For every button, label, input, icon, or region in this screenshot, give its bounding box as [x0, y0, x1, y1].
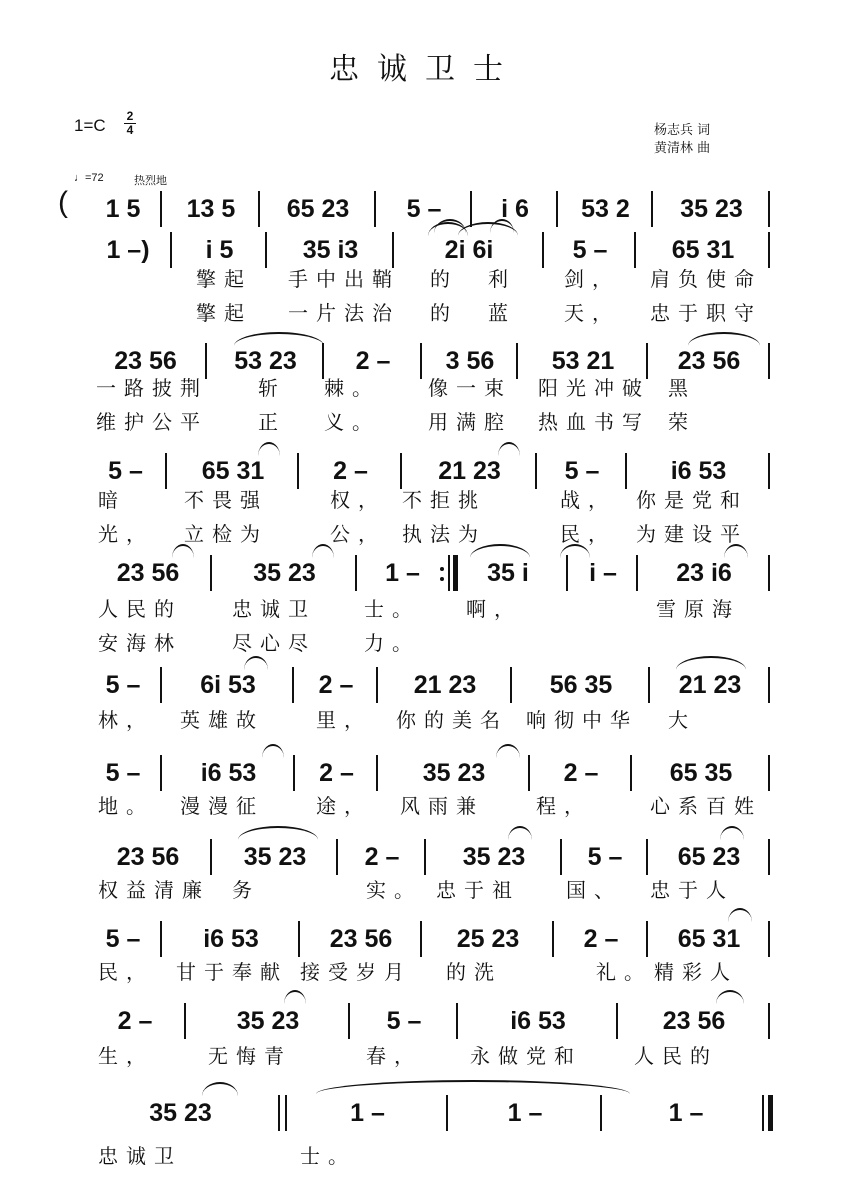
slur-tie	[202, 1082, 238, 1096]
lyric-segment: 英雄故	[180, 708, 264, 732]
lyric-segment: 剑，	[564, 267, 620, 291]
barline	[160, 667, 162, 703]
lyric-segment: 途，	[316, 794, 372, 818]
lyric-segment: 接受岁月	[300, 960, 412, 984]
lyric-segment: 像一束	[428, 376, 512, 400]
slur-tie	[262, 744, 284, 758]
slur-tie	[234, 332, 324, 346]
lyric-segment: 安海林	[98, 631, 182, 655]
score-row	[0, 918, 850, 960]
measure: 5 –	[406, 194, 442, 223]
final-barline	[762, 1095, 776, 1131]
measure: 1 –)	[106, 235, 150, 264]
barline	[768, 921, 770, 957]
intro-open-paren: (	[58, 186, 68, 219]
lyricist: 杨志兵 词	[654, 123, 711, 138]
slur-tie	[720, 826, 744, 840]
score-row	[0, 664, 850, 706]
lyric-line	[0, 627, 850, 655]
lyric-line	[0, 874, 850, 902]
measure: i 5	[205, 235, 234, 264]
lyric-segment: 永做党和	[470, 1044, 582, 1068]
barline	[446, 1095, 448, 1131]
time-signature	[124, 110, 136, 137]
lyric-line	[0, 406, 850, 434]
lyric-line	[0, 704, 850, 732]
measure: 35 23	[422, 758, 486, 787]
song-title: 忠诚卫士	[329, 52, 521, 87]
lyric-line	[0, 263, 850, 291]
score-row	[0, 836, 850, 878]
lyric-segment: 天，	[564, 301, 620, 325]
measure: 2 –	[319, 758, 354, 787]
barline	[420, 921, 422, 957]
lyric-segment: 实。	[366, 878, 422, 902]
lyric-segment: 士。	[364, 597, 420, 621]
measure: 56 35	[549, 670, 613, 699]
barline	[768, 667, 770, 703]
lyric-segment: 力。	[364, 631, 420, 655]
composer: 黄清林 曲	[654, 141, 711, 156]
measure: 21 23	[413, 670, 477, 699]
measure: 35 23	[243, 842, 307, 871]
lyric-segment: 暗	[98, 488, 126, 512]
barline	[768, 191, 770, 227]
lyric-segment: 你是党和	[636, 488, 748, 512]
barline	[278, 1095, 280, 1131]
measure: 2 –	[318, 670, 354, 699]
lyric-segment: 光，	[98, 522, 154, 546]
key-signature: 1=C	[74, 116, 106, 135]
lyric-segment: 战，	[560, 488, 616, 512]
barline	[768, 839, 770, 875]
barline	[566, 555, 568, 591]
barline	[456, 1003, 458, 1039]
measure: 53 23	[234, 346, 297, 375]
lyric-segment: 执法为	[402, 522, 486, 546]
barline	[768, 555, 770, 591]
barline	[552, 921, 554, 957]
lyric-segment: 忠诚卫	[232, 597, 316, 621]
barline	[285, 1095, 287, 1131]
lyric-segment: 忠于祖	[436, 878, 520, 902]
barline	[651, 191, 653, 227]
measure: 35 23	[236, 1006, 300, 1035]
lyric-line	[0, 1140, 850, 1168]
lyric-segment: 的	[430, 267, 458, 291]
slur-tie	[716, 990, 744, 1004]
lyric-segment: 正	[258, 410, 286, 434]
measure: 1 –	[350, 1098, 385, 1127]
lyric-line	[0, 790, 850, 818]
lyric-segment: 阳光冲破	[538, 376, 650, 400]
barline	[636, 555, 638, 591]
lyric-segment: 忠诚卫	[98, 1144, 182, 1168]
slur-tie	[508, 826, 532, 840]
measure: 5 –	[108, 456, 143, 485]
measure: 21 23	[438, 456, 501, 485]
measure: 2i 6i	[444, 235, 494, 264]
measure: 53 2	[581, 194, 630, 223]
lyric-segment: 春，	[366, 1044, 422, 1068]
slur-tie	[728, 908, 752, 922]
measure: 23 56	[329, 924, 393, 953]
measure: 25 23	[456, 924, 520, 953]
lyric-segment: 生，	[98, 1044, 154, 1068]
measure: 2 –	[355, 346, 391, 375]
lyric-segment: 大	[668, 708, 696, 732]
measure: 65 31	[671, 235, 735, 264]
barline	[160, 755, 162, 791]
lyric-segment: 一片法治	[288, 301, 400, 325]
lyric-segment: 甘于奉献	[176, 960, 288, 984]
lyric-segment: 立检为	[184, 522, 268, 546]
slur-tie	[498, 442, 520, 456]
barline	[556, 191, 558, 227]
barline	[646, 839, 648, 875]
lyric-segment: 风雨兼	[400, 794, 484, 818]
measure: 35 23	[253, 558, 316, 587]
measure: 2 –	[117, 1006, 153, 1035]
lyric-segment: 啊，	[466, 597, 522, 621]
lyric-segment: 忠于人	[650, 878, 734, 902]
slur-tie	[676, 656, 746, 670]
lyric-segment: 肩负使命	[650, 267, 762, 291]
lyric-line	[0, 956, 850, 984]
measure: 13 5	[186, 194, 236, 223]
lyric-segment: 权，	[330, 488, 386, 512]
expression-mark: 热烈地	[134, 174, 167, 187]
lyric-segment: 手中出鞘	[288, 267, 400, 291]
lyric-line	[0, 518, 850, 546]
slur-tie	[688, 332, 760, 346]
lyric-segment: 义。	[324, 410, 380, 434]
measure: 2 –	[333, 456, 368, 485]
barline	[376, 667, 378, 703]
barline	[510, 667, 512, 703]
lyric-line	[0, 484, 850, 512]
measure: 35 i	[487, 558, 529, 587]
slur-tie	[238, 826, 318, 840]
lyric-segment: 不畏强	[184, 488, 268, 512]
lyric-segment: 漫漫征	[180, 794, 264, 818]
slur-tie	[496, 744, 520, 758]
measure: 23 56	[114, 346, 177, 375]
score-row	[0, 752, 850, 794]
barline	[600, 1095, 602, 1131]
measure: 5 –	[587, 842, 623, 871]
barline	[348, 1003, 350, 1039]
lyric-segment: 人民的	[98, 597, 182, 621]
barline	[293, 755, 295, 791]
time-signature-top: 2	[126, 109, 134, 123]
credits	[654, 122, 710, 158]
measure: 5 –	[564, 456, 600, 485]
measure: i6 53	[510, 1006, 566, 1035]
measure: 65 35	[669, 758, 733, 787]
lyric-segment: 雪原海	[656, 597, 740, 621]
barline	[336, 839, 338, 875]
lyric-segment: 的洗	[446, 960, 502, 984]
measure: 6i 53	[200, 670, 256, 699]
measure: 2 –	[364, 842, 400, 871]
barline	[258, 191, 260, 227]
lyric-line	[0, 593, 850, 621]
measure: i –	[589, 558, 617, 587]
slur-tie	[284, 990, 306, 1004]
lyric-segment: 民，	[560, 522, 616, 546]
measure: i 6	[501, 194, 529, 223]
barline	[210, 839, 212, 875]
barline	[184, 1003, 186, 1039]
lyric-segment: 公，	[330, 522, 386, 546]
measure: 65 31	[201, 456, 265, 485]
measure: 1 –	[507, 1098, 543, 1127]
barline	[210, 555, 212, 591]
measure: 23 56	[677, 346, 741, 375]
lyric-segment: 为建设平	[636, 522, 748, 546]
score-row	[0, 1000, 850, 1042]
lyric-segment: 忠于职守	[650, 301, 762, 325]
measure: 5 –	[105, 758, 141, 787]
tempo-mark: ♩=72	[74, 172, 104, 184]
lyric-segment: 礼。	[596, 960, 652, 984]
barline	[424, 839, 426, 875]
measure: 21 23	[678, 670, 742, 699]
lyric-line	[0, 297, 850, 325]
measure: 1 5	[105, 194, 141, 223]
lyric-segment: 地。	[98, 794, 154, 818]
lyric-segment: 的	[430, 301, 458, 325]
lyric-segment: 蓝	[488, 301, 516, 325]
lyric-segment: 不拒挑	[402, 488, 486, 512]
barline	[616, 1003, 618, 1039]
barline	[470, 191, 472, 227]
lyric-segment: 维护公平	[96, 410, 208, 434]
measure: 23 56	[662, 1006, 726, 1035]
lyric-line	[0, 1040, 850, 1068]
lyric-segment: 利	[488, 267, 516, 291]
barline	[648, 667, 650, 703]
lyric-segment: 林，	[98, 708, 154, 732]
barline	[560, 839, 562, 875]
barline	[528, 755, 530, 791]
lyric-segment: 精彩人	[654, 960, 738, 984]
measure: 53 21	[551, 346, 615, 375]
measure: 23 56	[116, 842, 180, 871]
lyric-segment: 你的美名	[396, 708, 508, 732]
lyric-segment: 无悔青	[208, 1044, 292, 1068]
measure: 1 –	[385, 558, 420, 587]
lyric-segment: 荣	[668, 410, 696, 434]
lyric-segment: 响彻中华	[526, 708, 638, 732]
lyric-segment: 用满腔	[428, 410, 512, 434]
barline	[298, 921, 300, 957]
lyric-segment: 务	[232, 878, 260, 902]
lyric-segment: 心系百姓	[650, 794, 762, 818]
barline	[292, 667, 294, 703]
measure: 1 –	[668, 1098, 704, 1127]
measure: 65 23	[677, 842, 741, 871]
time-signature-bottom: 4	[124, 123, 136, 137]
lyric-segment: 擎起	[196, 301, 252, 325]
measure: 23 i6	[676, 558, 732, 587]
slur-tie	[316, 1080, 630, 1094]
barline	[355, 555, 357, 591]
measure: 2 –	[583, 924, 619, 953]
measure: 35 23	[149, 1098, 212, 1127]
measure: i6 53	[670, 456, 727, 485]
lyric-segment: 棘。	[324, 376, 380, 400]
lyric-segment: 程，	[536, 794, 592, 818]
barline	[160, 191, 162, 227]
slur-tie	[258, 442, 280, 456]
barline	[160, 921, 162, 957]
lyric-segment: 国、	[566, 878, 622, 902]
measure: 65 23	[286, 194, 350, 223]
lyric-segment: 斩	[258, 376, 286, 400]
lyric-segment: 里，	[316, 708, 372, 732]
measure: i6 53	[203, 924, 259, 953]
lyric-segment: 热血书写	[538, 410, 650, 434]
measure: 35 23	[680, 194, 743, 223]
measure: 35 23	[462, 842, 526, 871]
barline	[646, 921, 648, 957]
barline	[630, 755, 632, 791]
score-row	[0, 552, 850, 594]
lyric-segment: 人民的	[634, 1044, 718, 1068]
measure: i6 53	[200, 758, 257, 787]
lyric-segment: 黑	[668, 376, 696, 400]
score-row	[0, 1092, 850, 1134]
measure: 35 i3	[302, 235, 359, 264]
lyric-segment: 擎起	[196, 267, 252, 291]
lyric-segment: 权益清廉	[98, 878, 210, 902]
measure: 5 –	[386, 1006, 422, 1035]
barline	[376, 755, 378, 791]
score-row	[0, 188, 850, 230]
lyric-segment: 一路披荆	[96, 376, 208, 400]
measure: 5 –	[572, 235, 608, 264]
slur-tie	[244, 656, 268, 670]
measure: 3 56	[445, 346, 495, 375]
barline	[374, 191, 376, 227]
lyric-line	[0, 372, 850, 400]
measure: 5 –	[105, 924, 141, 953]
lyric-segment: 士。	[300, 1144, 356, 1168]
barline	[768, 755, 770, 791]
lyric-segment: 民，	[98, 960, 154, 984]
lyric-segment: 尽心尽	[232, 631, 316, 655]
measure: 65 31	[677, 924, 741, 953]
measure: 5 –	[105, 670, 141, 699]
measure: 23 56	[116, 558, 180, 587]
barline	[768, 1003, 770, 1039]
measure: 2 –	[563, 758, 599, 787]
